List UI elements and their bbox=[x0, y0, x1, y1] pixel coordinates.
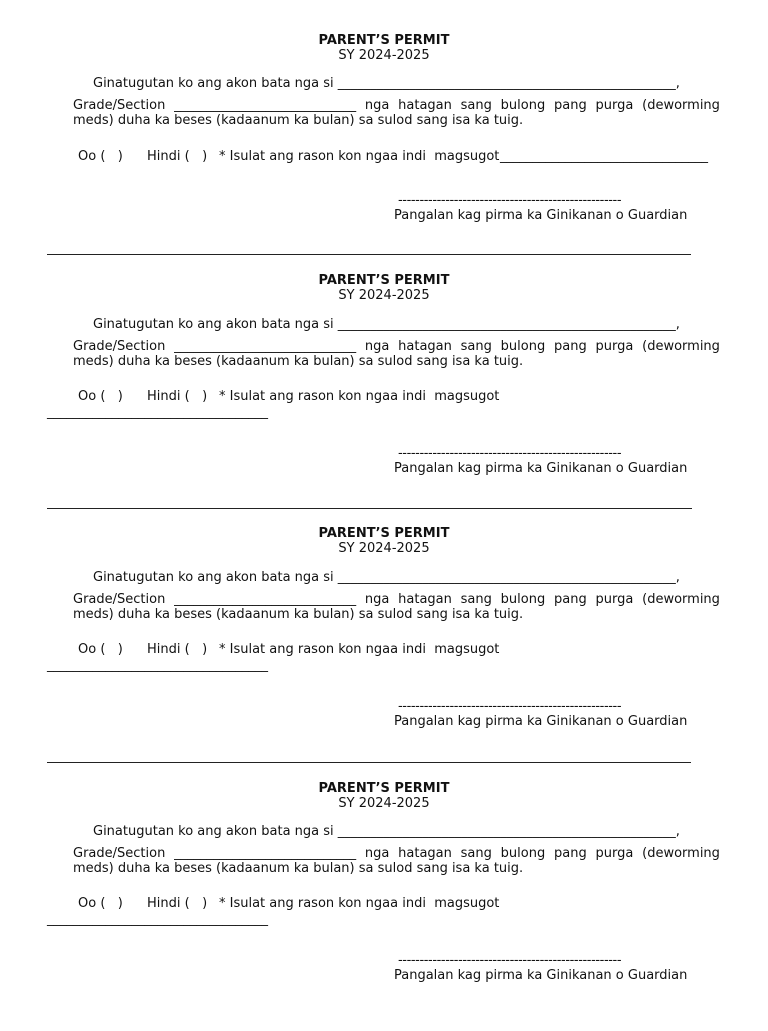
reason-label: * Isulat ang rason kon ngaa indi magsugot bbox=[219, 642, 500, 657]
hindi-checkbox[interactable]: Hindi ( ) bbox=[147, 642, 208, 657]
word: pang bbox=[554, 339, 587, 354]
permit-slip bbox=[0, 526, 768, 776]
child-name-line: Ginatugutan ko ang akon bata nga si ____________________________________________________, bbox=[93, 317, 680, 332]
signature-label: Pangalan kag pirma ka Ginikanan o Guardian bbox=[394, 208, 688, 223]
signature-label: Pangalan kag pirma ka Ginikanan o Guardian bbox=[394, 461, 688, 476]
signature-label: Pangalan kag pirma ka Ginikanan o Guardian bbox=[394, 968, 688, 983]
child-name-line: Ginatugutan ko ang akon bata nga si ____________________________________________________, bbox=[93, 570, 680, 585]
word: hatagan bbox=[398, 592, 452, 607]
permit-slip bbox=[0, 781, 768, 1031]
oo-checkbox[interactable]: Oo ( ) bbox=[78, 642, 123, 657]
cut-line bbox=[47, 762, 691, 763]
word: bulong bbox=[500, 98, 546, 113]
grade-section-blank[interactable]: ____________________________ bbox=[174, 846, 357, 861]
permit-title: PARENT’S PERMIT bbox=[318, 33, 450, 48]
reason-blank[interactable]: __________________________________ bbox=[47, 912, 268, 927]
word: pang bbox=[554, 98, 587, 113]
signature-label: Pangalan kag pirma ka Ginikanan o Guardian bbox=[394, 714, 688, 729]
word: nga bbox=[364, 339, 390, 354]
word: pang bbox=[554, 846, 587, 861]
permit-slip bbox=[0, 33, 768, 283]
school-year: SY 2024-2025 bbox=[338, 48, 430, 63]
school-year: SY 2024-2025 bbox=[338, 288, 430, 303]
hindi-checkbox[interactable]: Hindi ( ) bbox=[147, 389, 208, 404]
deworming-frequency-line: meds) duha ka beses (kadaanum ka bulan) sa sulod sang isa ka tuig. bbox=[73, 861, 524, 876]
word: hatagan bbox=[398, 846, 452, 861]
grade-section-blank[interactable]: ____________________________ bbox=[174, 98, 357, 113]
oo-checkbox[interactable]: Oo ( ) bbox=[78, 149, 123, 164]
word: nga bbox=[364, 98, 390, 113]
reason-label: * Isulat ang rason kon ngaa indi magsugot bbox=[219, 896, 500, 911]
grade-section-line bbox=[73, 98, 720, 113]
reason-blank[interactable]: __________________________________ bbox=[47, 658, 268, 673]
grade-section-line bbox=[73, 592, 720, 607]
word: (deworming bbox=[642, 846, 720, 861]
permit-title: PARENT’S PERMIT bbox=[318, 273, 450, 288]
grade-section-label: Grade/Section bbox=[73, 98, 166, 113]
oo-checkbox[interactable]: Oo ( ) bbox=[78, 389, 123, 404]
signature-line[interactable]: ---------------------------------------------------- bbox=[398, 953, 622, 968]
word: (deworming bbox=[642, 98, 720, 113]
reason-label: * Isulat ang rason kon ngaa indi magsugot bbox=[219, 389, 500, 404]
cut-line bbox=[47, 508, 692, 509]
grade-section-line bbox=[73, 846, 720, 861]
deworming-frequency-line: meds) duha ka beses (kadaanum ka bulan) sa sulod sang isa ka tuig. bbox=[73, 354, 524, 369]
word: sang bbox=[460, 339, 492, 354]
child-name-line: Ginatugutan ko ang akon bata nga si ____________________________________________________, bbox=[93, 76, 680, 91]
word: bulong bbox=[500, 592, 546, 607]
signature-line[interactable]: ---------------------------------------------------- bbox=[398, 699, 622, 714]
word: (deworming bbox=[642, 592, 720, 607]
signature-line[interactable]: ---------------------------------------------------- bbox=[398, 446, 622, 461]
school-year: SY 2024-2025 bbox=[338, 541, 430, 556]
permit-slip bbox=[0, 273, 768, 523]
word: nga bbox=[364, 846, 390, 861]
word: purga bbox=[595, 339, 634, 354]
word: hatagan bbox=[398, 98, 452, 113]
hindi-checkbox[interactable]: Hindi ( ) bbox=[147, 896, 208, 911]
deworming-frequency-line: meds) duha ka beses (kadaanum ka bulan) sa sulod sang isa ka tuig. bbox=[73, 607, 524, 622]
hindi-checkbox[interactable]: Hindi ( ) bbox=[147, 149, 208, 164]
reason-blank[interactable]: ________________________________ bbox=[500, 149, 708, 164]
grade-section-label: Grade/Section bbox=[73, 339, 166, 354]
cut-line bbox=[47, 254, 691, 255]
word: sang bbox=[460, 846, 492, 861]
word: sang bbox=[460, 98, 492, 113]
reason-blank[interactable]: __________________________________ bbox=[47, 405, 268, 420]
word: bulong bbox=[500, 846, 546, 861]
oo-checkbox[interactable]: Oo ( ) bbox=[78, 896, 123, 911]
grade-section-label: Grade/Section bbox=[73, 846, 166, 861]
signature-line[interactable]: ---------------------------------------------------- bbox=[398, 193, 622, 208]
grade-section-label: Grade/Section bbox=[73, 592, 166, 607]
word: pang bbox=[554, 592, 587, 607]
deworming-frequency-line: meds) duha ka beses (kadaanum ka bulan) sa sulod sang isa ka tuig. bbox=[73, 113, 524, 128]
word: (deworming bbox=[642, 339, 720, 354]
word: purga bbox=[595, 98, 634, 113]
grade-section-blank[interactable]: ____________________________ bbox=[174, 592, 357, 607]
grade-section-line bbox=[73, 339, 720, 354]
word: nga bbox=[364, 592, 390, 607]
school-year: SY 2024-2025 bbox=[338, 796, 430, 811]
word: bulong bbox=[500, 339, 546, 354]
grade-section-blank[interactable]: ____________________________ bbox=[174, 339, 357, 354]
word: purga bbox=[595, 846, 634, 861]
permit-title: PARENT’S PERMIT bbox=[318, 781, 450, 796]
word: sang bbox=[460, 592, 492, 607]
child-name-line: Ginatugutan ko ang akon bata nga si ____________________________________________________, bbox=[93, 824, 680, 839]
word: purga bbox=[595, 592, 634, 607]
reason-label: * Isulat ang rason kon ngaa indi magsugot bbox=[219, 149, 500, 164]
word: hatagan bbox=[398, 339, 452, 354]
permit-title: PARENT’S PERMIT bbox=[318, 526, 450, 541]
